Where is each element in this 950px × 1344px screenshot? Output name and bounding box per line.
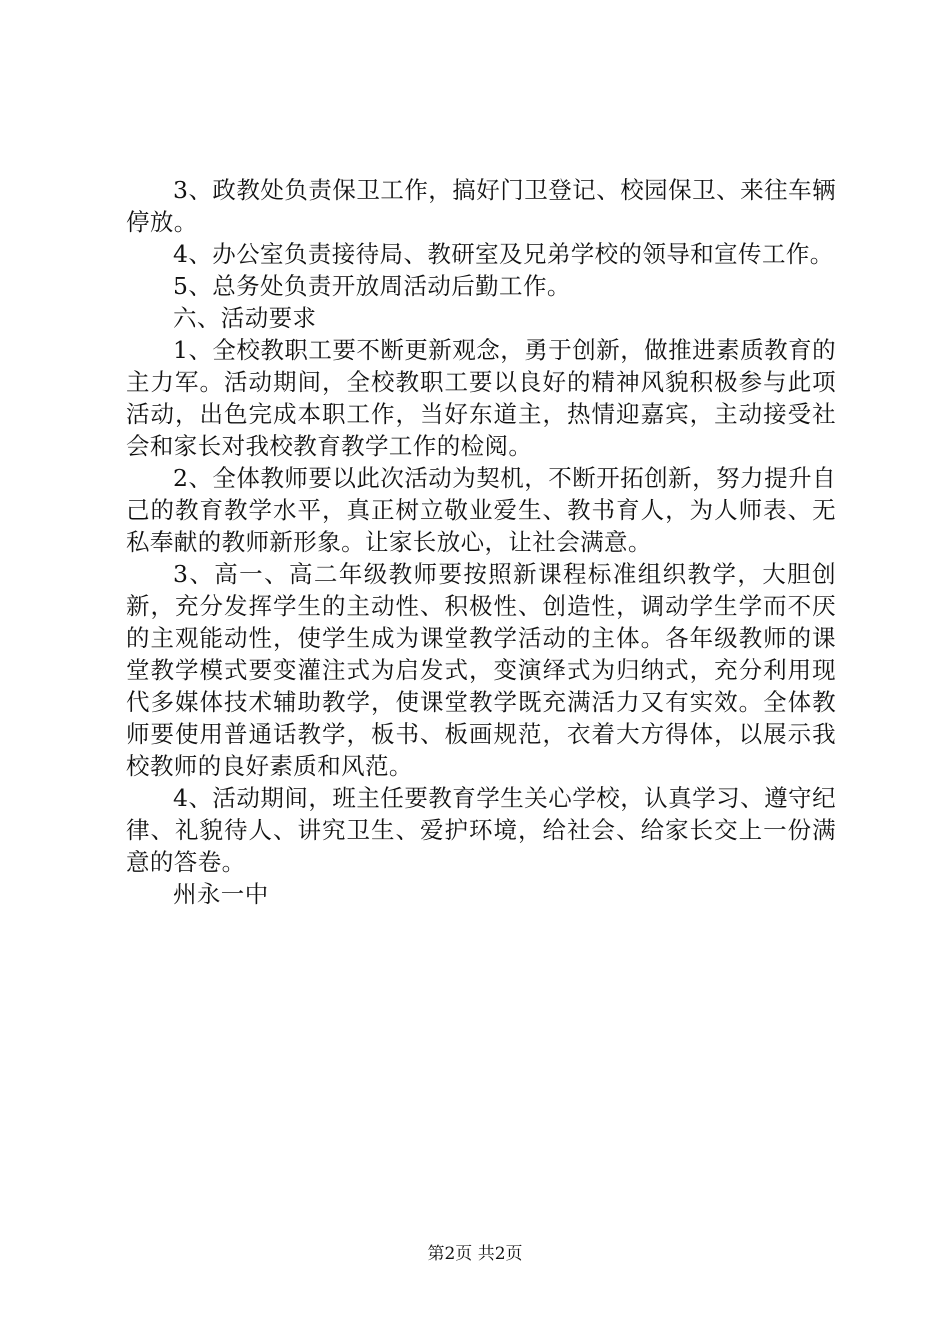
- signature-school-name: 州永一中: [173, 880, 269, 908]
- paragraph-requirement-2: 2、全体教师要以此次活动为契机，不断开拓创新，努力提升自己的教育教学水平，真正树立敬业爱生、教书育人，为人师表、无私奉献的教师新形象。让家长放心，让社会满意。: [126, 464, 836, 556]
- paragraph-duty-security: 3、政教处负责保卫工作，搞好门卫登记、校园保卫、来往车辆停放。: [126, 176, 836, 236]
- paragraph-requirement-1: 1、全校教职工要不断更新观念，勇于创新，做推进素质教育的主力军。活动期间，全校教职工要以良好的精神风貌积极参与此项活动，出色完成本职工作，当好东道主，热情迎嘉宾，主动接受社会和家长对我校教育教学工作的检阅。: [126, 336, 836, 460]
- paragraph-requirement-4: 4、活动期间，班主任要教育学生关心学校，认真学习、遵守纪律、礼貌待人、讲究卫生、爱护环境，给社会、给家长交上一份满意的答卷。: [126, 784, 836, 876]
- document-body: [126, 174, 836, 910]
- paragraph-requirement-3: 3、高一、高二年级教师要按照新课程标准组织教学，大胆创新，充分发挥学生的主动性、积极性、创造性，调动学生学而不厌的主观能动性，使学生成为课堂教学活动的主体。各年级教师的课堂教学模式要变灌注式为启发式，变演绎式为归纳式，充分利用现代多媒体技术辅助教学，使课堂教学既充满活力又有实效。全体教师要使用普通话教学，板书、板画规范，衣着大方得体，以展示我校教师的良好素质和风范。: [126, 560, 836, 780]
- section-heading-requirements: 六、活动要求: [173, 304, 317, 332]
- paragraph-duty-office: 4、办公室负责接待局、教研室及兄弟学校的领导和宣传工作。: [173, 240, 834, 268]
- paragraph-duty-logistics: 5、总务处负责开放周活动后勤工作。: [173, 272, 571, 300]
- page-footer: 第2页 共2页: [427, 1244, 523, 1264]
